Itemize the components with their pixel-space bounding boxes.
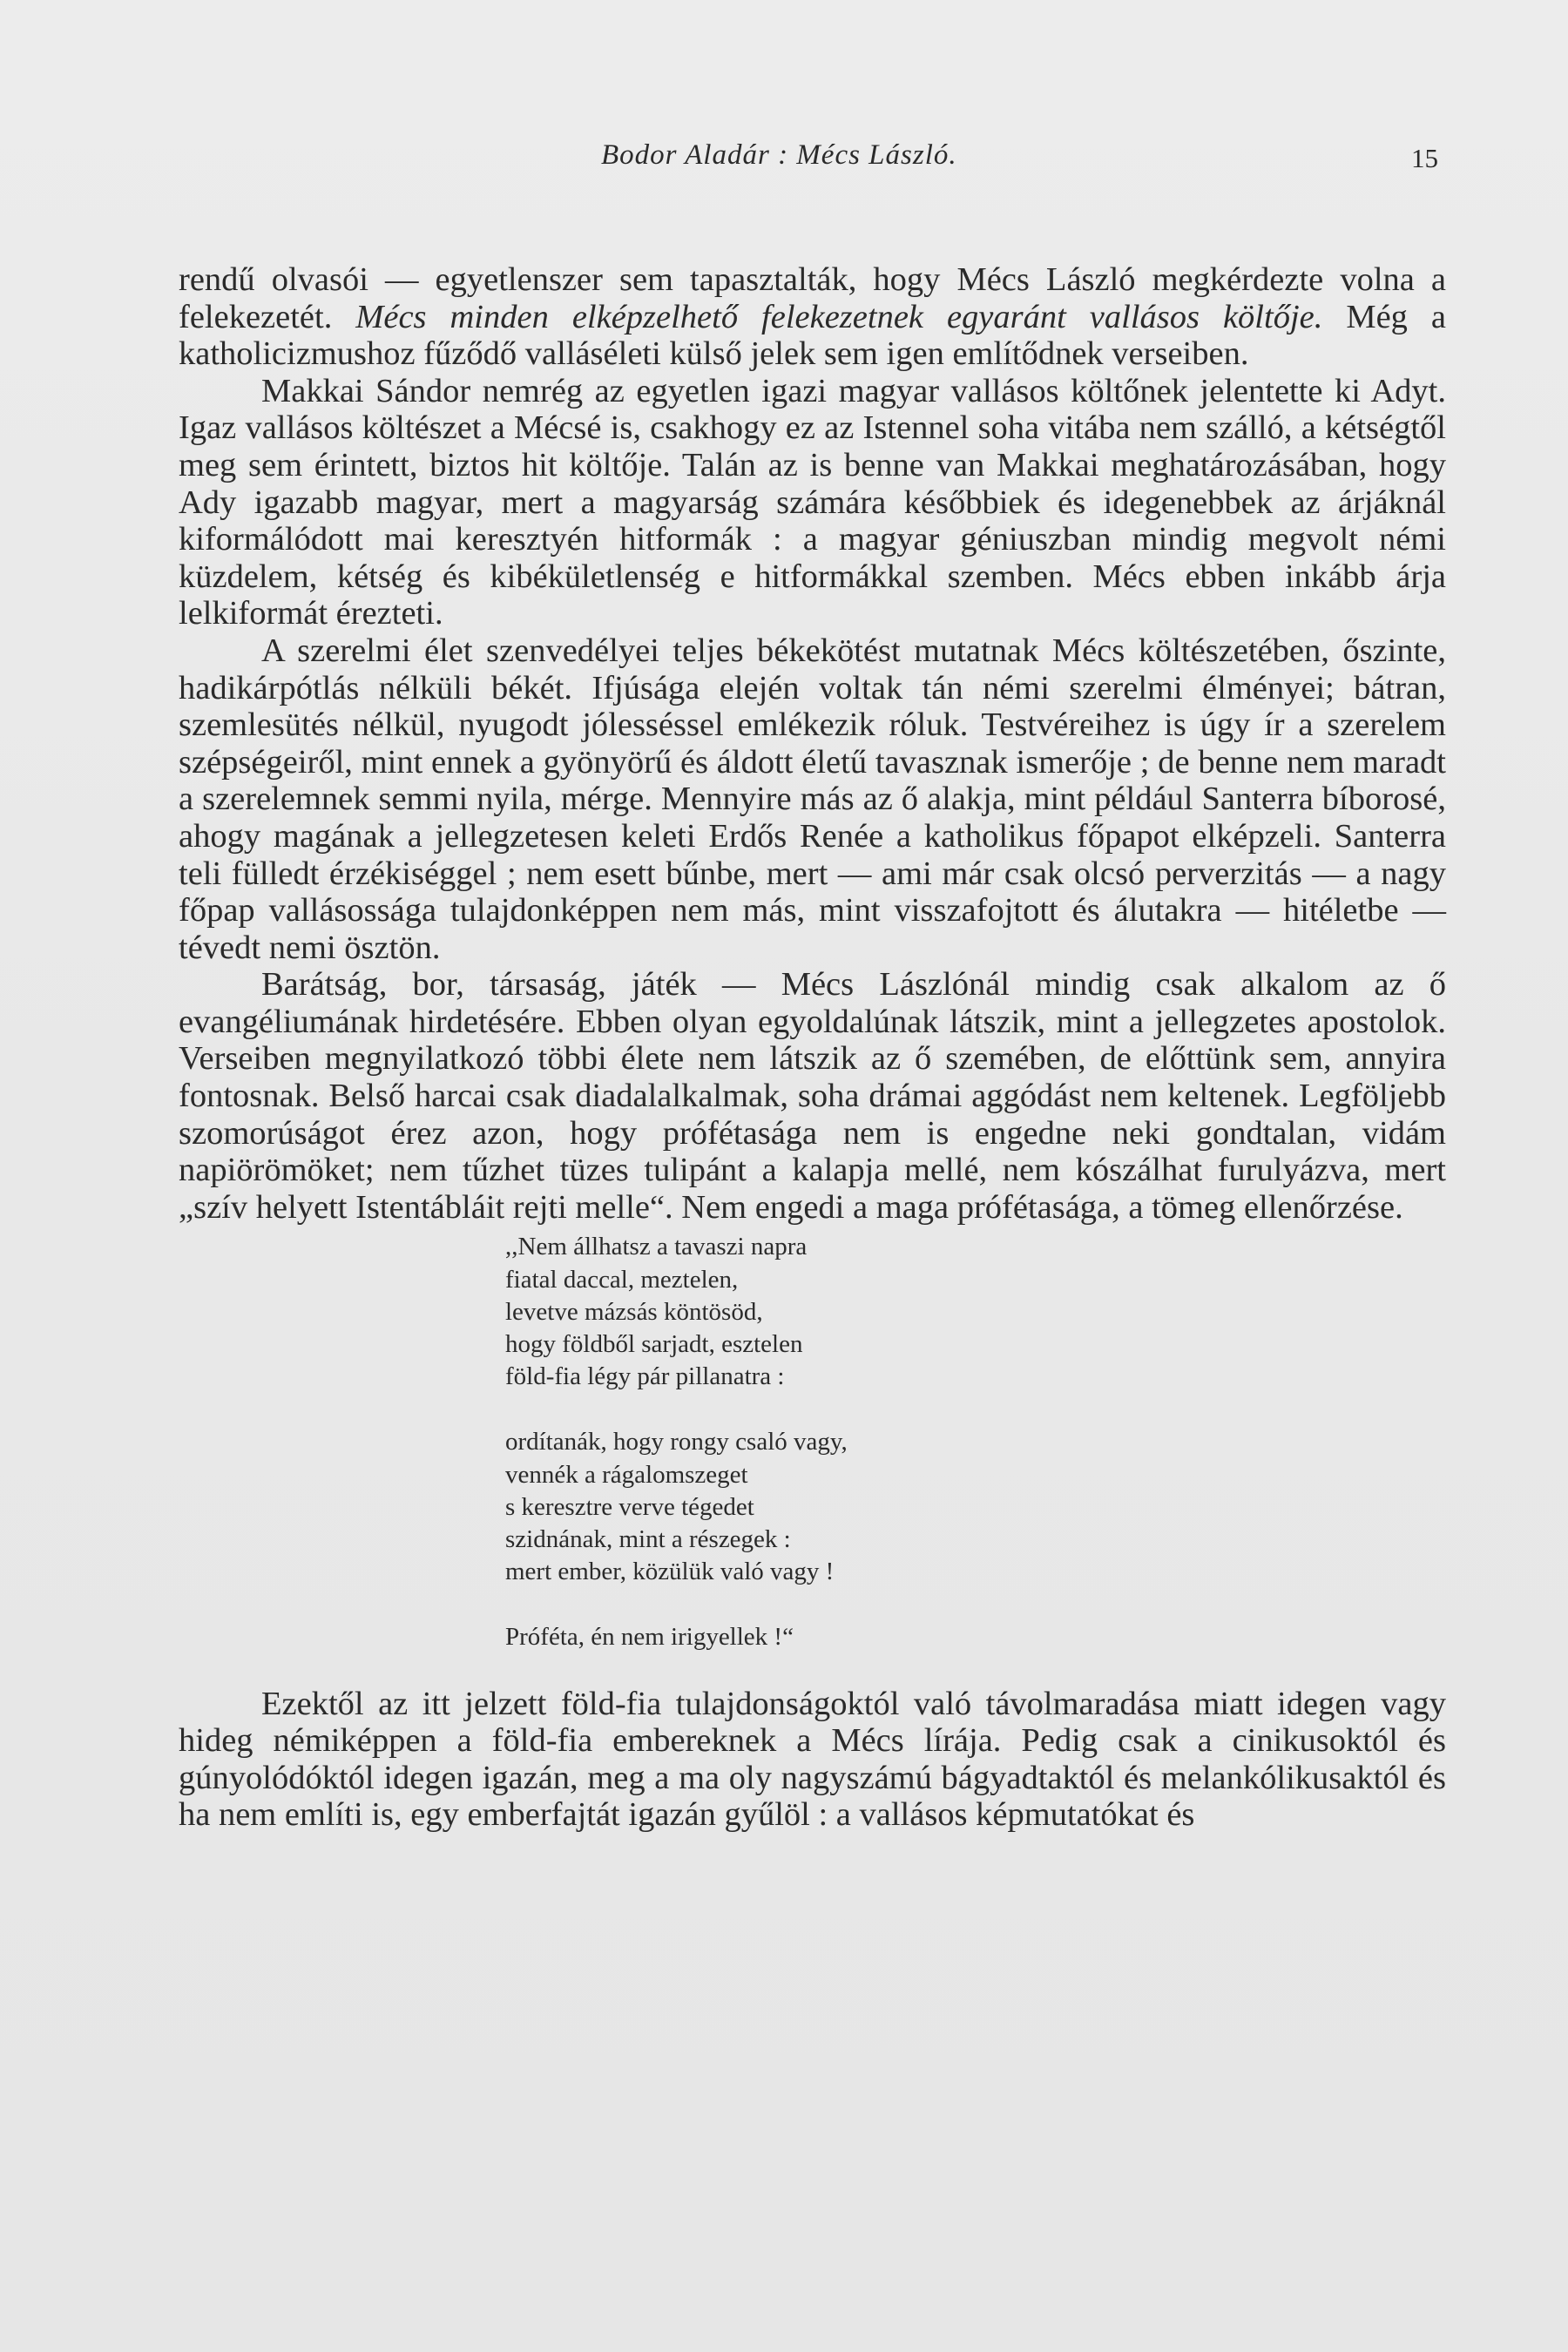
- paragraph-4-text: Barátság, bor, társaság, játék — Mécs Lászlónál mindig csak alkalom az ő evangéliumának hirdetésére. Ebben olyan egyoldalúnak látszik, mint a jellegzetes apostolok. Verseiben megnyilatkozó többi élete nem látszik az ő szemében, de előttünk sem, annyira fontosnak. Belső harcai csak diadalalkalmak, soha drámai aggódást nem keltenek. Legföljebb szomorúságot érez azon, hogy prófétasága nem is engedne neki gondtalan, vidám napiörömöket; nem tűzhet tüzes tulipánt a kalapja mellé, nem kószálhat furulyázva, mert „szív helyett Istentábláit rejti melle“. Nem engedi a maga prófétasága, a tömeg ellenőrzése.: [179, 966, 1446, 1226]
- poem-stanza-2: [505, 1426, 1446, 1588]
- poem-line: hogy földből sarjadt, esztelen: [505, 1330, 803, 1359]
- page-header: [0, 139, 1568, 183]
- page-number: 15: [1411, 143, 1438, 173]
- poem-line: levetve mázsás köntösöd,: [505, 1297, 763, 1326]
- paragraph-1-text-a: rendű olvasói — egyetlenszer sem tapasztalták, hogy Mécs László megkérdezte volna a felekezetét.: [179, 261, 1446, 335]
- poem-line: szidnának, mint a részegek :: [505, 1525, 791, 1554]
- poem-line: vennék a rágalomszeget: [505, 1460, 748, 1489]
- paragraph-1-italic-text: Mécs minden elképzelhető felekezetnek egyaránt vallásos költője.: [355, 298, 1323, 335]
- paragraph-3-text: A szerelmi élet szenvedélyei teljes békekötést mutatnak Mécs költészetében, őszinte, hadikárpótlás nélküli békét. Ifjúsága elején voltak tán némi szerelmi élményei; bátran, szemlesütés nélkül, nyugodt jólesséssel emlékezik róluk. Testvéreihez is úgy ír a szerelem szépségeiről, mint ennek a gyönyörű és áldott életű tavasznak ismerője ; de benne nem maradt a szerelemnek semmi nyila, mérge. Mennyire más az ő alakja, mint például Santerra bíborosé, ahogy magának a jellegzetesen keleti Erdős Renée a katholikus főpapot elképzeli. Santerra teli fülledt érzékiséggel ; nem esett bűnbe, mert — ami már csak olcsó perverzitás — a nagy főpap vallásossága tulajdonképpen nem más, mint visszafojtott és álutakra — hitéletbe — tévedt nemi ösztön.: [179, 632, 1446, 966]
- running-title: Bodor Aladár : Mécs László.: [601, 139, 957, 171]
- paragraph-2: [179, 373, 1446, 632]
- poem-line: s keresztre verve tégedet: [505, 1492, 754, 1521]
- poem-quote: [505, 1231, 1446, 1653]
- poem-line: ,,Nem állhatsz a tavaszi napra: [505, 1233, 808, 1261]
- closing-paragraph-text: Ezektől az itt jelzett föld-fia tulajdonságoktól való távolmaradása miatt idegen vagy hideg némiképpen a föld-fia embereknek a Mécs lírája. Pedig csak a cinikusoktól és gúnyolódóktól idegen igazán, meg a ma oly nagyszámú bágyadtaktól és melankólikusaktól és ha nem említi is, egy emberfajtát igazán gyűlöl : a vallásos képmutatókat és: [179, 1685, 1446, 1834]
- poem-line: fiatal daccal, meztelen,: [505, 1265, 739, 1294]
- paragraph-2-text: Makkai Sándor nemrég az egyetlen igazi magyar vallásos költőnek jelentette ki Adyt. Igaz vallásos költészet a Mécsé is, csakhogy ez az Istennel soha vitába nem szálló, a kétségtől meg sem érintett, biztos hit költője. Talán az is benne van Makkai meghatározásában, hogy Ady igazabb magyar, mert a magyarság számára későbbiek és idegenebbek az árjáknál kiformálódott mai keresztyén hitformák : a magyar géniuszban mindig megvolt némi küzdelem, kétség és kibékületlenség e hitformákkal szemben. Mécs ebben inkább árja lelkiformát érezteti.: [179, 372, 1446, 632]
- paragraph-1-text-b: Még a katholicizmushoz fűződő valláséleti külső jelek sem igen említődnek verseiben.: [179, 298, 1446, 373]
- paragraph-1: [179, 261, 1446, 373]
- poem-line: föld-fia légy pár pillanatra :: [505, 1362, 785, 1391]
- paragraph-3: [179, 632, 1446, 966]
- poem-line: Próféta, én nem irigyellek !“: [505, 1623, 794, 1652]
- poem-line: ordítanák, hogy rongy csaló vagy,: [505, 1428, 848, 1456]
- poem-stanza-3: [505, 1621, 1446, 1653]
- poem-line: mert ember, közülük való vagy !: [505, 1558, 835, 1586]
- poem-stanza-1: [505, 1231, 1446, 1393]
- paragraph-4: [179, 966, 1446, 1226]
- closing-paragraph: [179, 1686, 1446, 1834]
- body-text: [179, 261, 1446, 1834]
